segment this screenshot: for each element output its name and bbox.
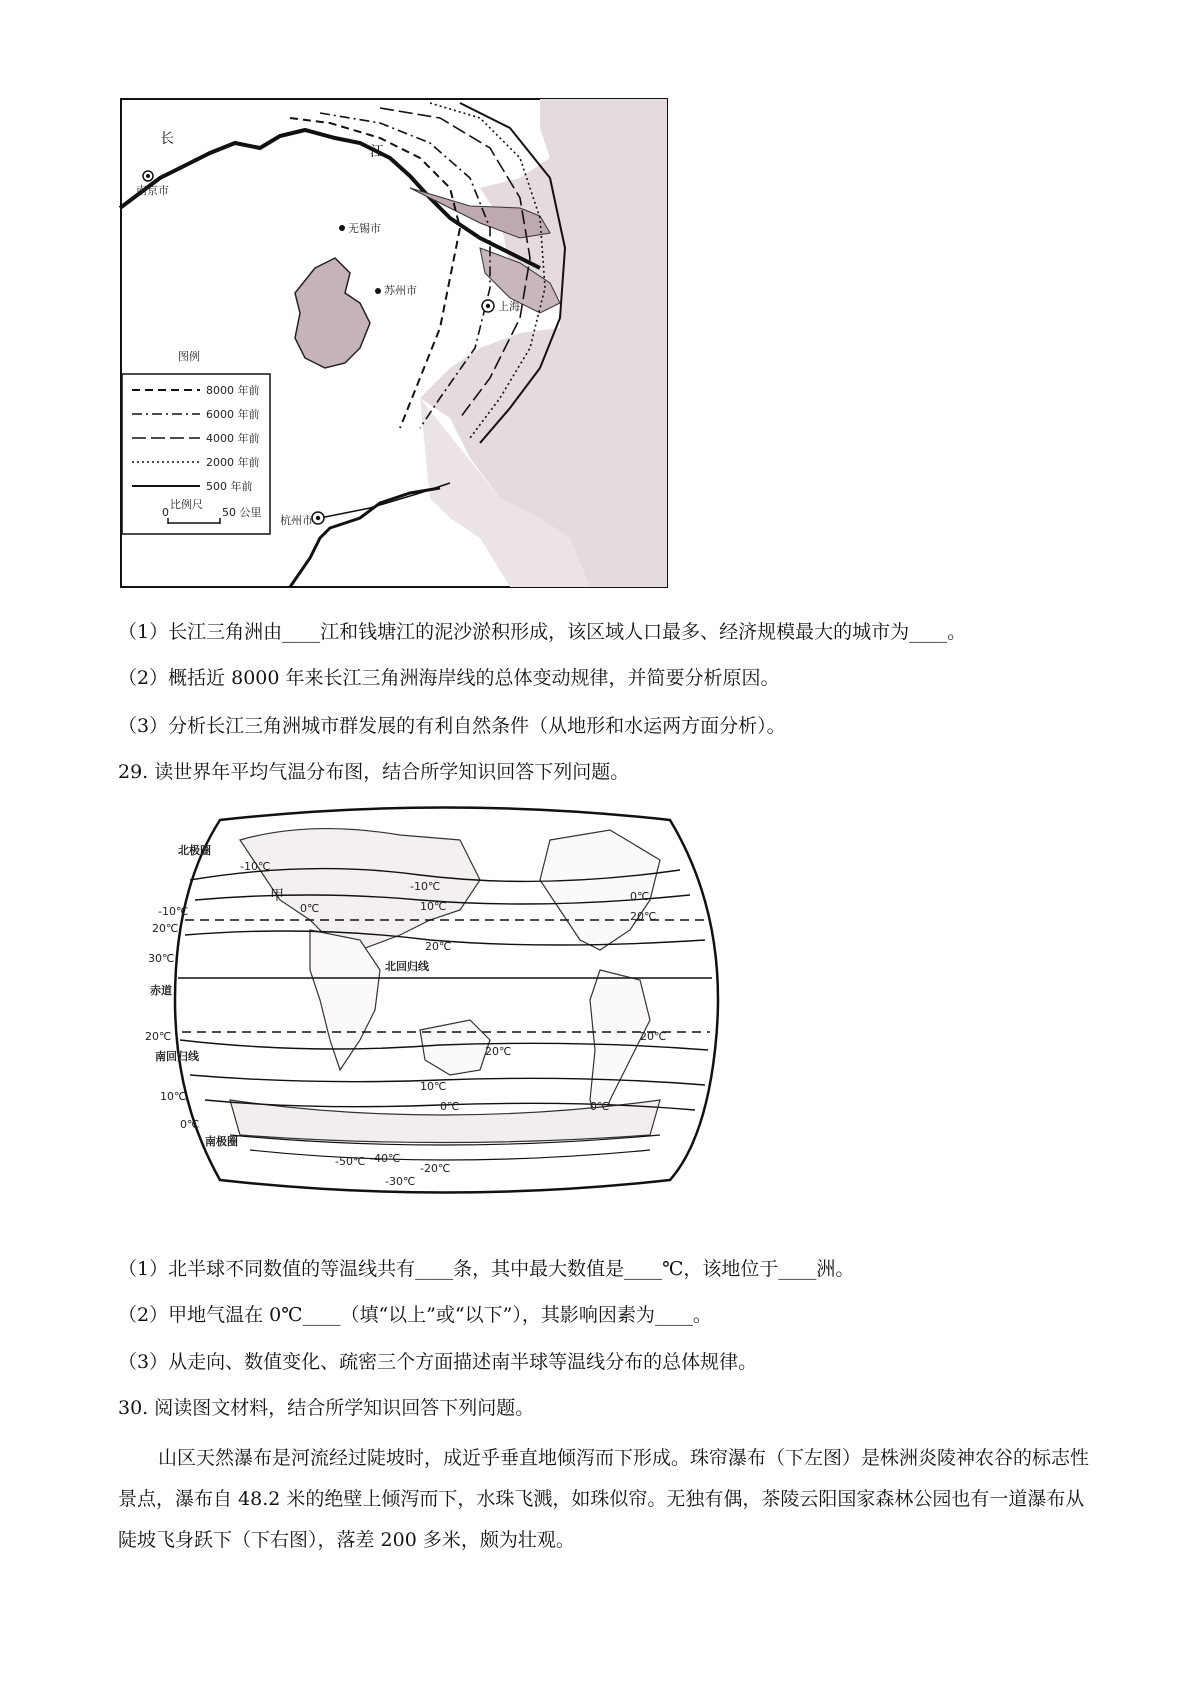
- isotherm-label: -40℃: [370, 1152, 401, 1165]
- q29-title: 29. 读世界年平均气温分布图，结合所学知识回答下列问题。: [118, 761, 630, 783]
- label-jia: 甲: [270, 888, 284, 904]
- q28-sub2: （2）概括近 8000 年来长江三角洲海岸线的总体变动规律，并简要分析原因。: [118, 667, 780, 689]
- legend-item: 6000 年前: [206, 408, 260, 421]
- legend-title: 图例: [178, 350, 200, 363]
- isotherm-label: -10℃: [158, 905, 189, 918]
- isotherm-label: 20℃: [152, 922, 179, 935]
- label-antarctic-circle: 南极圈: [205, 1135, 238, 1148]
- river-label-jiang: 江: [370, 144, 384, 160]
- isotherm-label: 0℃: [440, 1100, 460, 1113]
- city-hangzhou: 杭州市: [280, 514, 313, 527]
- q29-sub3: （3）从走向、数值变化、疏密三个方面描述南半球等温线分布的总体规律。: [118, 1351, 758, 1373]
- legend-item: 500 年前: [206, 480, 253, 493]
- label-tropic-capricorn: 南回归线: [155, 1050, 199, 1063]
- isotherm-label: 0℃: [180, 1118, 200, 1131]
- isotherm-label: 0℃: [630, 890, 650, 903]
- isotherm-label: 30℃: [148, 952, 175, 965]
- isotherm-label: 0℃: [300, 902, 320, 915]
- q29-sub1: （1）北半球不同数值的等温线共有____条，其中最大数值是____℃，该地位于____洲。: [118, 1258, 855, 1280]
- isotherm-label: -30℃: [385, 1175, 416, 1188]
- legend-item: 8000 年前: [206, 384, 260, 397]
- isotherm-label: -10℃: [240, 860, 271, 873]
- q30-passage: 山区天然瀑布是河流经过陡坡时，成近乎垂直地倾泻而下形成。珠帘瀑布（下左图）是株洲炎陵神农谷的标志性景点，瀑布自 48.2 米的绝壁上倾泻而下，水珠飞溅，如珠似帘。无独有偶，茶陵云阳国家森林公园也有一道瀑布从陡坡飞身跃下（下右图），落差 200 多米，颇为壮观。: [118, 1447, 1090, 1551]
- isotherm-label: -20℃: [420, 1162, 451, 1175]
- isotherm-label: -10℃: [410, 880, 441, 893]
- label-tropic-cancer: 北回归线: [385, 960, 429, 973]
- isotherm-label: -50℃: [335, 1155, 366, 1168]
- isotherm-label: 0℃: [590, 1100, 610, 1113]
- q29-sub2: （2）甲地气温在 0℃____（填“以上”或“以下”），其影响因素为____。: [118, 1304, 712, 1326]
- legend-item: 4000 年前: [206, 432, 260, 445]
- label-equator: 赤道: [150, 984, 172, 997]
- city-shanghai: 上海: [498, 300, 520, 313]
- q28-sub3: （3）分析长江三角洲城市群发展的有利自然条件（从地形和水运两方面分析）。: [118, 715, 786, 737]
- label-arctic-circle: 北极圈: [178, 844, 211, 857]
- isotherm-label: 10℃: [420, 1080, 447, 1093]
- river-label-chang: 长: [160, 131, 174, 147]
- q30-title: 30. 阅读图文材料，结合所学知识回答下列问题。: [118, 1397, 535, 1419]
- yangtze-delta-map: [120, 98, 668, 588]
- isotherm-label: 20℃: [640, 1030, 667, 1043]
- isotherm-label: 10℃: [420, 900, 447, 913]
- isotherm-label: 20℃: [145, 1030, 172, 1043]
- city-suzhou: 苏州市: [384, 284, 417, 297]
- legend-item: 2000 年前: [206, 456, 260, 469]
- scale-fifty: 50 公里: [222, 506, 262, 519]
- world-temperature-map: [145, 800, 730, 1200]
- city-nanjing: 南京市: [136, 184, 169, 197]
- isotherm-label: 20℃: [485, 1045, 512, 1058]
- isotherm-label: 20℃: [425, 940, 452, 953]
- isotherm-label: 20℃: [630, 910, 657, 923]
- q28-sub1: （1）长江三角洲由____江和钱塘江的泥沙淤积形成，该区域人口最多、经济规模最大的城市为____。: [118, 621, 967, 643]
- scale-label: 比例尺: [170, 498, 203, 511]
- isotherm-label: 10℃: [160, 1090, 187, 1103]
- city-wuxi: 无锡市: [348, 222, 381, 235]
- scale-zero: 0: [162, 506, 169, 519]
